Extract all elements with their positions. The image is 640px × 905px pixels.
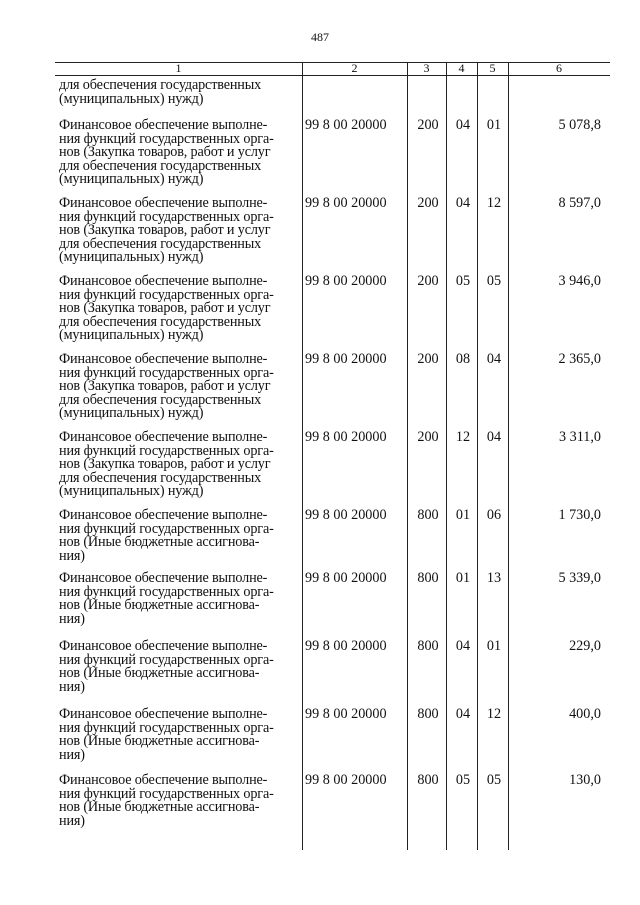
description-line: нов (Закупка товаров, работ и услуг <box>59 144 271 160</box>
description-line: Финансовое обеспечение выполне- <box>59 429 268 445</box>
description-line: для обеспечения государственных <box>59 157 262 174</box>
row-target-code: 99 8 00 20000 <box>305 351 387 367</box>
row-target-code: 99 8 00 20000 <box>305 570 387 586</box>
header-col-2: 2 <box>351 61 358 75</box>
description-line: ния функций государственных орга- <box>59 364 274 381</box>
row-amount: 229,0 <box>569 638 601 654</box>
row-target-code: 99 8 00 20000 <box>305 638 387 654</box>
description-line: нов (Иные бюджетные ассигнова- <box>59 799 260 815</box>
row-description <box>59 197 297 265</box>
row-target-code: 99 8 00 20000 <box>305 195 387 211</box>
description-line: Финансовое обеспечение выполне- <box>59 772 268 788</box>
row-section: 12 <box>455 429 471 445</box>
row-subsection: 13 <box>486 570 502 586</box>
description-line: Финансовое обеспечение выполне- <box>59 117 268 133</box>
description-line: для обеспечения государственных <box>59 469 262 486</box>
description-line: ния функций государственных орга- <box>59 785 274 802</box>
description-line: Финансовое обеспечение выполне- <box>59 706 268 722</box>
header-bottom-border <box>55 75 610 76</box>
row-amount: 130,0 <box>569 772 601 788</box>
row-section: 04 <box>455 117 471 133</box>
row-target-code: 99 8 00 20000 <box>305 507 387 523</box>
row-expense-type: 200 <box>417 273 439 289</box>
row-description <box>59 275 297 343</box>
column-divider-4 <box>477 62 478 850</box>
description-line: ния) <box>59 547 85 564</box>
budget-table <box>55 62 610 850</box>
description-line: ния функций государственных орга- <box>59 719 274 736</box>
description-line: нов (Закупка товаров, работ и услуг <box>59 456 271 472</box>
continuation-line: для обеспечения государственных <box>59 77 262 93</box>
row-expense-type: 200 <box>417 429 439 445</box>
row-description <box>59 640 297 694</box>
row-amount: 5 078,8 <box>558 117 601 133</box>
row-target-code: 99 8 00 20000 <box>305 706 387 722</box>
description-line: нов (Закупка товаров, работ и услуг <box>59 378 271 394</box>
description-line: для обеспечения государственных <box>59 235 262 252</box>
row-amount: 2 365,0 <box>558 351 601 367</box>
description-line: Финансовое обеспечение выполне- <box>59 507 268 523</box>
description-line: нов (Иные бюджетные ассигнова- <box>59 733 260 749</box>
description-line: нов (Иные бюджетные ассигнова- <box>59 534 260 550</box>
row-section: 04 <box>455 195 471 211</box>
row-expense-type: 800 <box>417 772 439 788</box>
row-expense-type: 800 <box>417 507 439 523</box>
row-expense-type: 800 <box>417 570 439 586</box>
row-expense-type: 200 <box>417 351 439 367</box>
description-line: нов (Закупка товаров, работ и услуг <box>59 300 271 316</box>
continuation-line: (муниципальных) нужд) <box>59 90 204 107</box>
row-section: 05 <box>455 772 471 788</box>
page-number: 487 <box>311 30 329 44</box>
row-expense-type: 200 <box>417 195 439 211</box>
row-subsection: 04 <box>486 429 502 445</box>
row-subsection: 04 <box>486 351 502 367</box>
description-line: (муниципальных) нужд) <box>59 249 204 265</box>
description-line: ния функций государственных орга- <box>59 442 274 459</box>
description-line: ния функций государственных орга- <box>59 651 274 668</box>
row-amount: 3 946,0 <box>558 273 601 289</box>
row-expense-type: 800 <box>417 706 439 722</box>
column-divider-3 <box>446 62 447 850</box>
description-line: (муниципальных) нужд) <box>59 171 204 187</box>
row-target-code: 99 8 00 20000 <box>305 429 387 445</box>
header-col-1: 1 <box>175 61 182 75</box>
description-line: ния) <box>59 746 85 763</box>
description-line: для обеспечения государственных <box>59 313 262 330</box>
row-expense-type: 800 <box>417 638 439 654</box>
row-subsection: 05 <box>486 273 502 289</box>
table-header-row <box>55 62 610 75</box>
column-divider-2 <box>407 62 408 850</box>
header-col-5: 5 <box>489 61 496 75</box>
row-description <box>59 431 297 499</box>
description-line: (муниципальных) нужд) <box>59 483 204 499</box>
row-subsection: 12 <box>486 195 502 211</box>
continuation-description <box>59 79 297 106</box>
column-divider-5 <box>508 62 509 850</box>
row-section: 08 <box>455 351 471 367</box>
row-subsection: 06 <box>486 507 502 523</box>
description-line: ния) <box>59 812 85 829</box>
description-line: ния) <box>59 610 85 627</box>
row-subsection: 01 <box>486 117 502 133</box>
row-amount: 5 339,0 <box>558 570 601 586</box>
row-section: 04 <box>455 706 471 722</box>
description-line: нов (Иные бюджетные ассигнова- <box>59 665 260 681</box>
description-line: Финансовое обеспечение выполне- <box>59 638 268 654</box>
row-target-code: 99 8 00 20000 <box>305 772 387 788</box>
row-description <box>59 774 297 828</box>
row-subsection: 05 <box>486 772 502 788</box>
row-section: 05 <box>455 273 471 289</box>
row-subsection: 12 <box>486 706 502 722</box>
header-col-3: 3 <box>423 61 430 75</box>
row-section: 01 <box>455 570 471 586</box>
description-line: ния функций государственных орга- <box>59 583 274 600</box>
description-line: ния функций государственных орга- <box>59 520 274 537</box>
row-subsection: 01 <box>486 638 502 654</box>
description-line: ния) <box>59 678 85 695</box>
description-line: Финансовое обеспечение выполне- <box>59 351 268 367</box>
header-col-6: 6 <box>556 61 562 75</box>
column-divider-1 <box>302 62 303 850</box>
description-line: (муниципальных) нужд) <box>59 405 204 421</box>
row-expense-type: 200 <box>417 117 439 133</box>
row-section: 04 <box>455 638 471 654</box>
row-target-code: 99 8 00 20000 <box>305 273 387 289</box>
description-line: Финансовое обеспечение выполне- <box>59 195 268 211</box>
row-description <box>59 509 297 563</box>
row-amount: 1 730,0 <box>558 507 601 523</box>
description-line: (муниципальных) нужд) <box>59 327 204 343</box>
description-line: нов (Иные бюджетные ассигнова- <box>59 597 260 613</box>
row-amount: 3 311,0 <box>558 429 601 445</box>
description-line: ния функций государственных орга- <box>59 286 274 303</box>
row-description <box>59 572 297 626</box>
description-line: Финансовое обеспечение выполне- <box>59 273 268 289</box>
description-line: для обеспечения государственных <box>59 391 262 408</box>
description-line: ния функций государственных орга- <box>59 130 274 147</box>
row-target-code: 99 8 00 20000 <box>305 117 387 133</box>
row-section: 01 <box>455 507 471 523</box>
row-amount: 400,0 <box>569 706 601 722</box>
row-description <box>59 353 297 421</box>
description-line: ния функций государственных орга- <box>59 208 274 225</box>
description-line: нов (Закупка товаров, работ и услуг <box>59 222 271 238</box>
description-line: Финансовое обеспечение выполне- <box>59 570 268 586</box>
row-amount: 8 597,0 <box>558 195 601 211</box>
header-col-4: 4 <box>458 61 465 75</box>
row-description <box>59 119 297 187</box>
row-description <box>59 708 297 762</box>
